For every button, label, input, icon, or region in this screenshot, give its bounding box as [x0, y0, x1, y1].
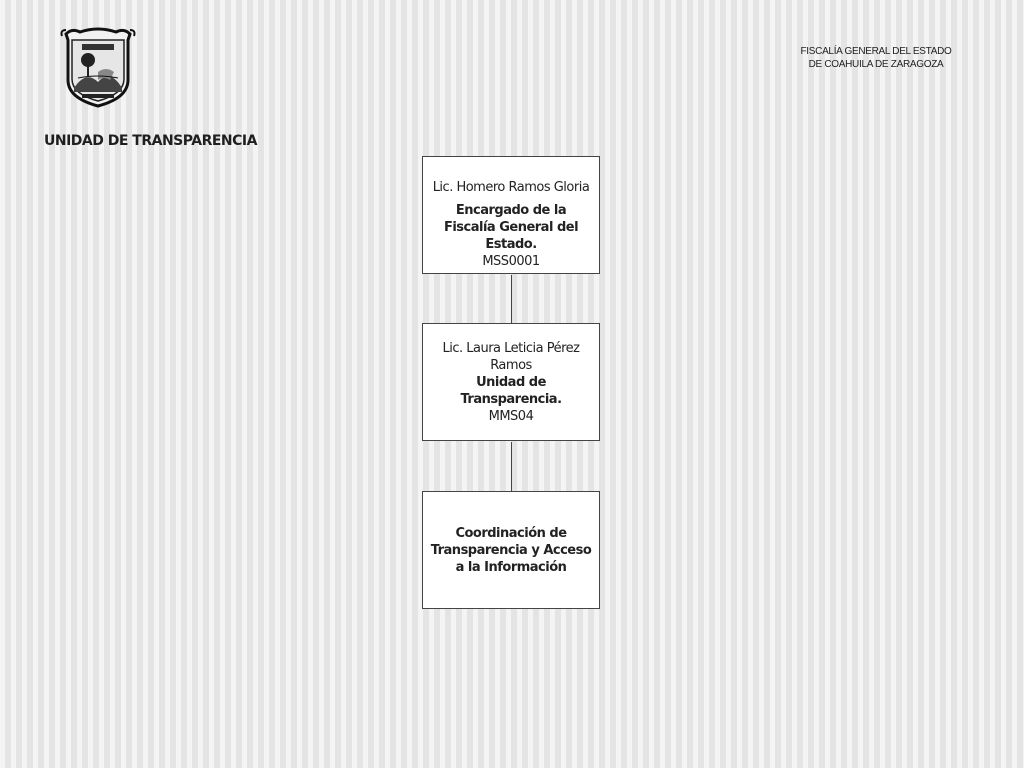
organization-name-line2: DE COAHUILA DE ZARAGOZA [808, 59, 944, 70]
node-position-title: Encargado de la Fiscalía General del Estado. [443, 203, 579, 252]
node-position-title: Unidad de Transparencia. [460, 374, 562, 407]
org-chart-node-coordination [422, 491, 600, 609]
node-position-code: MSS0001 [482, 254, 540, 269]
node-position-code: MMS04 [488, 408, 534, 424]
node-position-title: Coordinación de Transparencia y Acceso a la Información [430, 525, 592, 575]
organization-name-line1: FISCALÍA GENERAL DEL ESTADO [800, 46, 952, 57]
org-chart-node-transparency-unit [422, 323, 600, 441]
node-person-name: Lic. Homero Ramos Gloria [432, 180, 590, 195]
connector-line [511, 275, 512, 323]
connector-line [511, 442, 512, 491]
node-person-name: Lic. Laura Leticia Pérez Ramos [442, 340, 580, 373]
page-title: UNIDAD DE TRANSPARENCIA [44, 133, 257, 149]
org-chart-node-fiscal [422, 156, 600, 274]
